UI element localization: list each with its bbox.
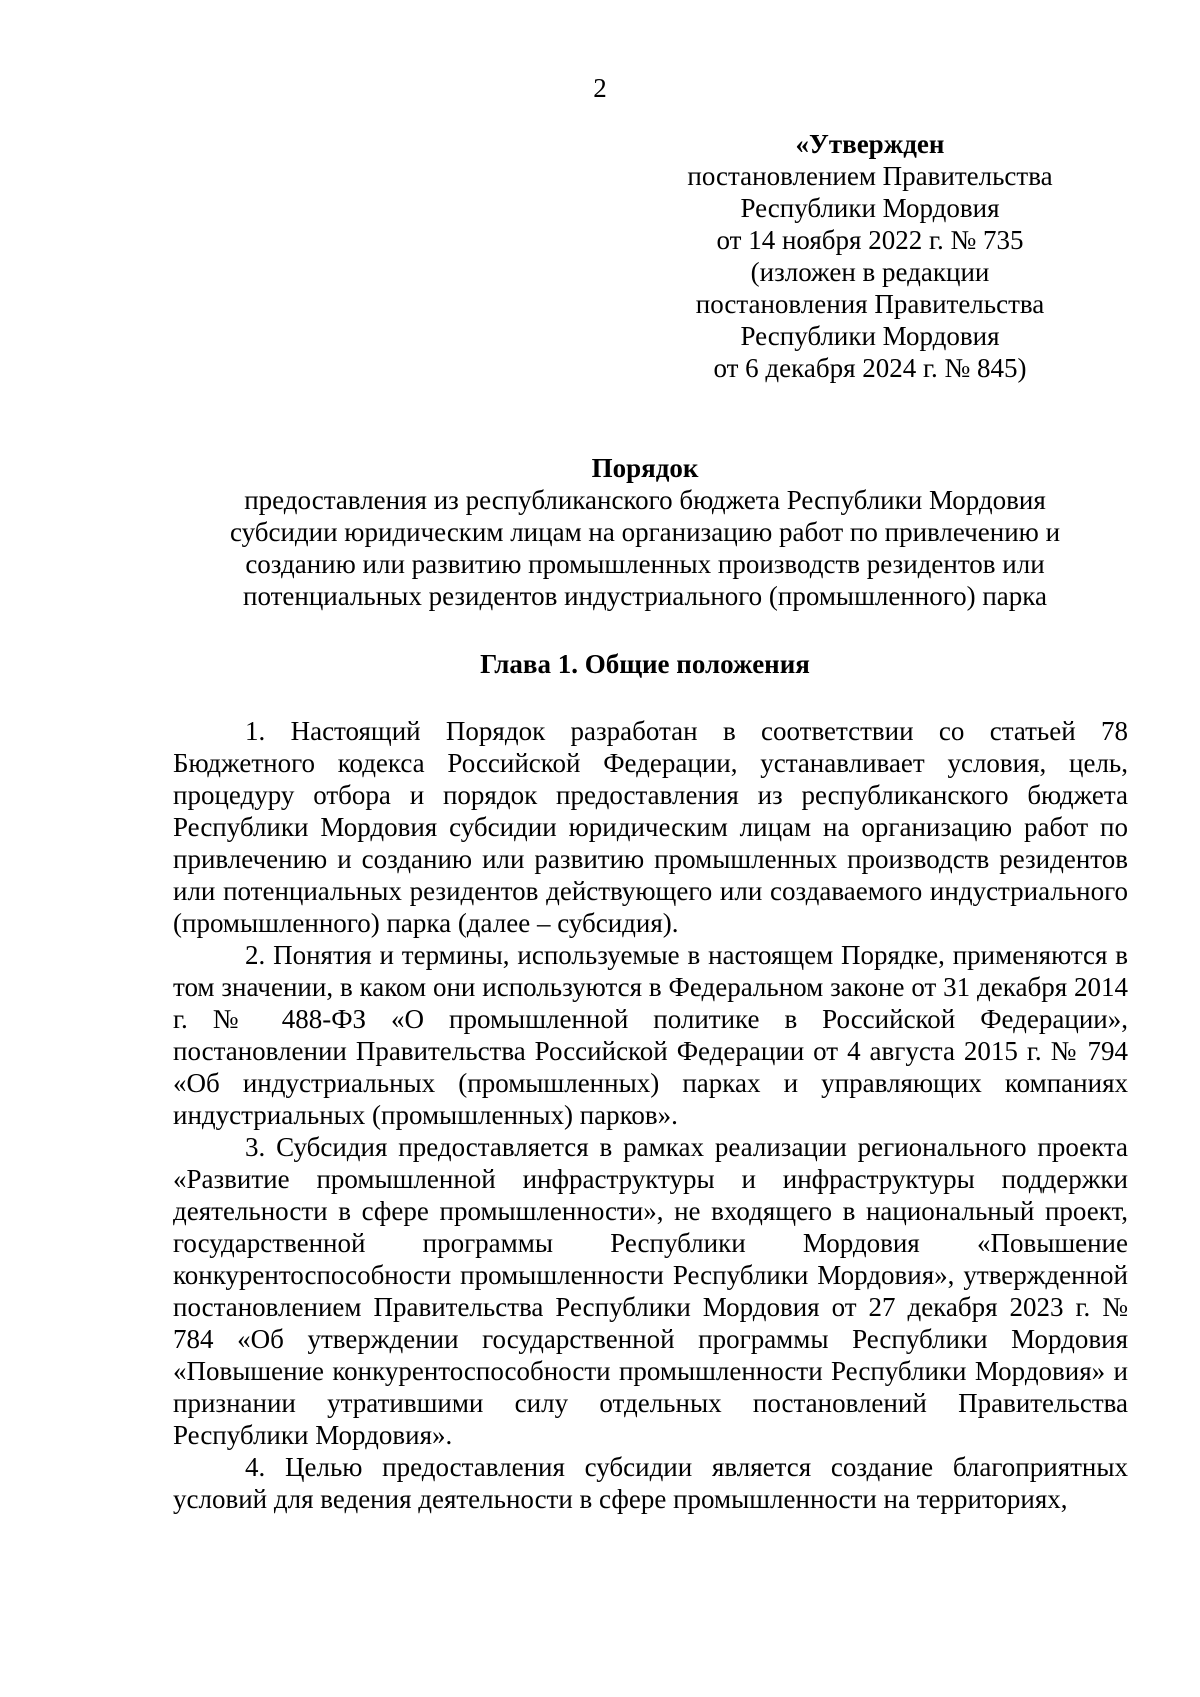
paragraph <box>173 715 1128 939</box>
approval-line: Республики Мордовия <box>740 321 1000 351</box>
document-title-block <box>160 452 1130 612</box>
approval-line: от 6 декабря 2024 г. № 845) <box>713 353 1027 383</box>
paragraph-text: Настоящий Порядок разработан в соответствии со статьей 78 Бюджетного кодекса Российской Федерации, устанавливает условия, цель, процедуру отбора и порядок предоставления из республиканского бюджета Республики Мордовия субсидии юридическим лицам на организацию работ по привлечению и созданию или развитию промышленных производств резидентов или потенциальных резидентов действующего или создаваемого индустриального (промышленного) парка (далее – субсидия). <box>173 716 1129 938</box>
document-subtitle-line: предоставления из республиканского бюджета Республики Мордовия <box>244 485 1046 515</box>
approval-line: Республики Мордовия <box>740 193 1000 223</box>
document-subtitle-line: потенциальных резидентов индустриального (промышленного) парка <box>243 581 1047 611</box>
paragraph-number: 3. <box>245 1132 266 1162</box>
approval-line: постановления Правительства <box>695 289 1045 319</box>
paragraph-text: Субсидия предоставляется в рамках реализации регионального проекта «Развитие промышленной инфраструктуры и инфраструктуры поддержки деятельности в сфере промышленности», не входящего в национальный проект, государственной программы Республики Мордовия «Повышение конкурентоспособности промышленности Республики Мордовия», утвержденной постановлением Правительства Республики Мордовия от 27 декабря 2023 г. № 784 «Об утверждении государственной программы Республики Мордовия «Повышение конкурентоспособности промышленности Республики Мордовия» и признании утратившими силу отдельных постановлений Правительства Республики Мордовия». <box>173 1132 1129 1450</box>
chapter-heading: Глава 1. Общие положения <box>480 649 810 679</box>
page-number: 2 <box>593 73 607 103</box>
document-title: Порядок <box>591 453 699 483</box>
approval-line: от 14 ноября 2022 г. № 735 <box>716 225 1024 255</box>
paragraph <box>173 1451 1128 1515</box>
approval-title: «Утвержден <box>795 129 945 159</box>
paragraph <box>173 939 1128 1131</box>
paragraph-number: 4. <box>245 1452 266 1482</box>
paragraph-text: Понятия и термины, используемые в настоящем Порядке, применяются в том значении, в каком они используются в Федеральном законе от 31 декабря 2014 г. № 488-ФЗ «О промышленной политике в Российской Федерации», постановлении Правительства Российской Федерации от 4 августа 2015 г. № 794 «Об индустриальных (промышленных) парках и управляющих компаниях индустриальных (промышленных) парков». <box>173 940 1129 1130</box>
document-subtitle-line: субсидии юридическим лицам на организацию работ по привлечению и <box>229 517 1061 547</box>
paragraph <box>173 1131 1128 1451</box>
approval-line: (изложен в редакции <box>750 257 990 287</box>
paragraph-number: 2. <box>245 940 266 970</box>
paragraph-number: 1. <box>245 716 266 746</box>
paragraph-text: Целью предоставления субсидии является создание благоприятных условий для ведения деятельности в сфере промышленности на территориях, <box>173 1452 1129 1514</box>
approval-stamp <box>660 128 1080 384</box>
document-body <box>173 715 1128 1515</box>
approval-line: постановлением Правительства <box>687 161 1053 191</box>
document-subtitle-line: созданию или развитию промышленных производств резидентов или <box>245 549 1045 579</box>
